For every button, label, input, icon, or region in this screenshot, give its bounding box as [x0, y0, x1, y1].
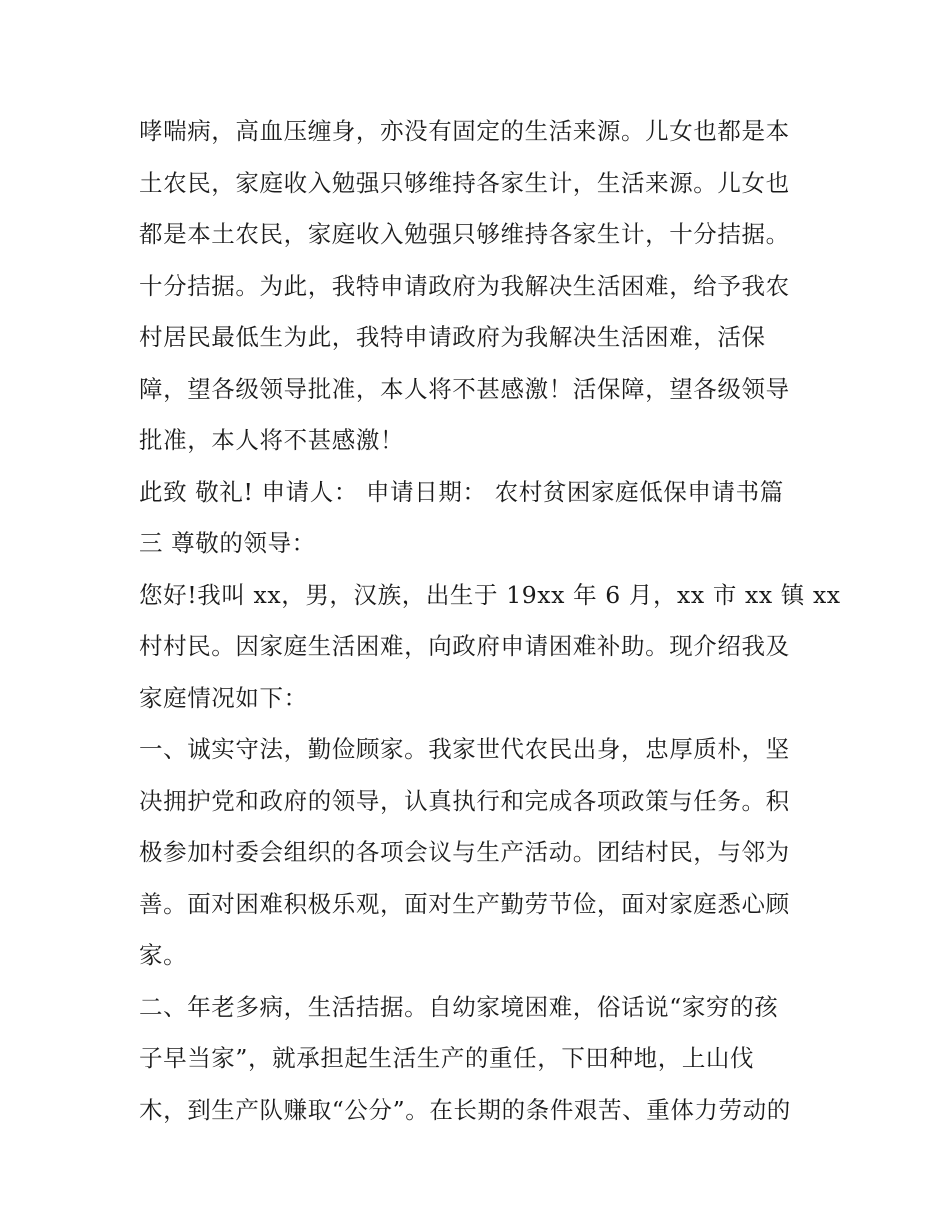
text-line: 十分拮据。为此，我特申请政府为我解决生活困难，给予我农: [139, 271, 790, 300]
text-line: 木，到生产队赚取“公分”。在长期的条件艰苦、重体力劳动的: [139, 1095, 791, 1124]
text-line: 善。面对困难积极乐观，面对生产勤劳节俭，面对家庭悉心顾: [139, 889, 790, 918]
text-line: 村村民。因家庭生活困难，向政府申请困难补助。现介绍我及: [139, 632, 790, 660]
text-line: 子早当家”，就承担起生活生产的重任，下田种地，上山伐: [139, 1044, 755, 1072]
text-line: 二、年老多病，生活拮据。自幼家境困难，俗话说“家穷的孩: [139, 992, 779, 1021]
text-line: 此致 敬礼! 申请人： 申请日期： 农村贫困家庭低保申请书篇: [139, 477, 784, 506]
text-line: 批准，本人将不甚感激！: [139, 426, 405, 454]
text-line: 家。: [139, 941, 188, 969]
text-line: 决拥护党和政府的领导，认真执行和完成各项政策与任务。积: [139, 786, 790, 815]
text-line: 哮喘病，高血压缠身，亦没有固定的生活来源。儿女也都是本: [139, 117, 790, 145]
text-line: 村居民最低生为此，我特申请政府为我解决生活困难，活保: [139, 323, 766, 351]
text-line: 都是本土农民，家庭收入勉强只够维持各家生计，十分拮据。: [139, 220, 790, 248]
text-line: 您好!我叫 xx，男，汉族，出生于 19xx 年 6 月，xx 市 xx 镇 xx: [139, 580, 841, 609]
document-body: [139, 106, 841, 1136]
text-line: 家庭情况如下：: [139, 683, 308, 712]
text-line: 极参加村委会组织的各项会议与生产活动。团结村民，与邻为: [139, 838, 790, 866]
text-line: 障，望各级领导批准，本人将不甚感激！活保障，望各级领导: [139, 374, 790, 403]
text-line: 三 尊敬的领导：: [139, 529, 316, 557]
text-line: 土农民，家庭收入勉强只够维持各家生计，生活来源。儿女也: [139, 168, 790, 197]
text-line: 一、诚实守法，勤俭顾家。我家世代农民出身，忠厚质朴，坚: [139, 735, 790, 763]
